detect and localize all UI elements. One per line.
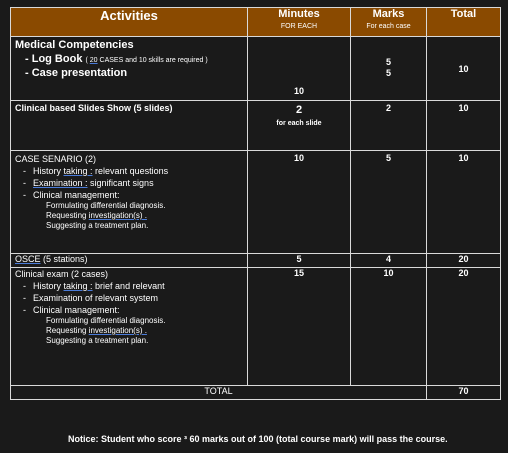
- clinical-exam-bullet: - Examination of relevant system: [11, 293, 247, 303]
- case-total: 10: [427, 151, 501, 254]
- notice-label: Notice:: [68, 434, 99, 444]
- activities-table: [10, 7, 501, 400]
- total-value: 70: [427, 386, 501, 400]
- case-title: CASE SENARIO (2): [15, 154, 97, 164]
- osce-marks: 4: [351, 254, 427, 268]
- header-marks: Marks For each case: [351, 8, 427, 37]
- case-management-bullet: - Clinical management:: [11, 190, 247, 200]
- case-sub-differential: Formulating differential diagnosis.: [46, 201, 166, 210]
- slides-title: Clinical based Slides Show (5 slides): [15, 103, 173, 113]
- slides-marks: 2: [351, 101, 427, 151]
- header-minutes-sub: FOR EACH: [280, 23, 318, 30]
- case-marks: 5: [351, 151, 427, 254]
- clinical-minutes: 15: [248, 268, 351, 386]
- osce-minutes: 5: [248, 254, 351, 268]
- table-row: [11, 37, 501, 101]
- clinical-management-bullet: - Clinical management:: [11, 305, 247, 315]
- header-total: Total: [427, 8, 501, 37]
- osce-total: 20: [427, 254, 501, 268]
- header-activities: Activities: [11, 8, 248, 37]
- header-marks-sub: For each case: [366, 23, 411, 30]
- case-sub-investigations: Requesting investigation(s) .: [46, 211, 147, 220]
- osce-cell: OSCE (5 stations): [11, 254, 248, 268]
- case-history-bullet: - History taking : relevant questions: [11, 166, 247, 176]
- logbook-line: - Log Book ( 20 CASES and 10 skills are required ): [25, 53, 208, 65]
- clinical-sub-differential: Formulating differential diagnosis.: [46, 316, 166, 325]
- case-scenario-cell: [11, 151, 248, 254]
- case-sub-treatment: Suggesting a treatment plan.: [46, 221, 149, 230]
- medical-minutes: 10: [248, 37, 351, 101]
- clinical-marks: 10: [351, 268, 427, 386]
- table-row: [11, 151, 501, 254]
- clinical-history-bullet: - History taking : brief and relevant: [11, 281, 247, 291]
- header-minutes: Minutes FOR EACH: [248, 8, 351, 37]
- clinical-exam-cell: [11, 268, 248, 386]
- slides-cell: [11, 101, 248, 151]
- clinical-sub-treatment: Suggesting a treatment plan.: [46, 336, 149, 345]
- notice-text: Notice: Student who score ³ 60 marks out of 100 (total course mark) will pass the course.: [68, 434, 448, 444]
- total-row: [11, 386, 501, 400]
- slides-total: 10: [427, 101, 501, 151]
- case-minutes: 10: [248, 151, 351, 254]
- case-exam-bullet: - Examination : significant signs: [11, 178, 247, 188]
- table-row: [11, 101, 501, 151]
- table-row: [11, 254, 501, 268]
- medical-competencies-cell: [11, 37, 248, 101]
- total-label: TOTAL: [11, 386, 427, 400]
- slides-minutes: 2 for each slide: [248, 101, 351, 151]
- table-header-row: [11, 8, 501, 37]
- clinical-total: 20: [427, 268, 501, 386]
- medical-marks: 5 5: [351, 37, 427, 101]
- case-presentation-line: - Case presentation: [25, 67, 128, 79]
- medical-total: 10: [427, 37, 501, 101]
- clinical-sub-investigations: Requesting investigation(s) .: [46, 326, 147, 335]
- medical-title: Medical Competencies: [15, 39, 134, 51]
- table-row: [11, 268, 501, 386]
- clinical-title: Clinical exam (2 cases): [15, 269, 109, 279]
